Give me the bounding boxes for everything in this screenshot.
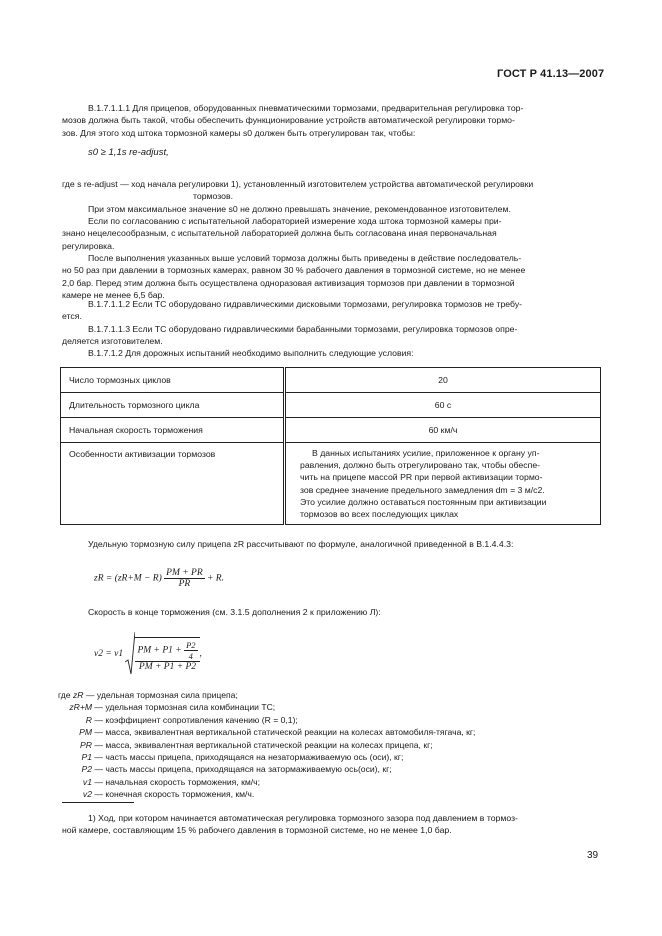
para-line: После выполнения указанных выше условий тормоза должны быть приведены в действие последователь- xyxy=(88,253,522,263)
legend-symbol: PM xyxy=(79,727,92,738)
test-conditions-table xyxy=(60,367,601,525)
table-cell-description xyxy=(285,443,601,525)
table-cell-name: Начальная скорость торможения xyxy=(61,418,285,443)
desc-line: В данных испытаниях усилие, приложенное к органу уп- xyxy=(312,448,540,458)
desc-line: равления, должно быть отрегулировано так, чтобы обеспе- xyxy=(300,460,541,471)
legend-row xyxy=(58,701,475,713)
desc-line: зов среднее значение предельного замедления dm = 3 м/с2. xyxy=(300,484,545,495)
formula-v2-tail: , xyxy=(199,649,202,659)
para-line: деляется изготовителем. xyxy=(62,336,163,347)
para-line: В.1.7.1.1.2 Если ТС оборудовано гидравлическими дисковыми тормозами, регулировка тормозов не требу- xyxy=(88,299,523,309)
para-b17112 xyxy=(62,298,607,323)
standard-header: ГОСТ Р 41.13—2007 xyxy=(497,68,605,80)
legend-text: — масса, эквивалентная вертикальной статической реакции на колесах автомобиля-тягача, кг; xyxy=(94,727,476,738)
formula-v2 xyxy=(94,632,202,676)
legend-row xyxy=(58,751,475,763)
table-row xyxy=(61,368,601,393)
legend-symbol: v2 xyxy=(82,789,92,800)
legend-text: — удельная тормозная сила комбинации ТС; xyxy=(94,702,276,713)
formula-zr-lhs: zR = (zR+M − R) xyxy=(94,573,162,584)
legend-row xyxy=(58,788,475,800)
formula-v2-numerator xyxy=(135,640,199,662)
legend-row xyxy=(58,739,475,751)
para-speed: Скорость в конце торможения (см. 3.1.5 дополнения 2 к приложению Л): xyxy=(88,607,381,617)
formula-v2-inner-fraction xyxy=(184,640,197,661)
para-line: зов. Для этого ход штока тормозной камеры s0 должен быть отрегулирован так, чтобы: xyxy=(62,127,416,138)
formula-v2-inner-num: P2 xyxy=(186,639,196,650)
para-zr: Удельную тормозную силу прицепа zR рассчитывают по формуле, аналогичной приведенной в В.1.4.4.3: xyxy=(88,539,514,549)
legend-text: — удельная тормозная сила прицепа; xyxy=(85,690,238,700)
legend-text: — конечная скорость торможения, км/ч. xyxy=(94,789,255,800)
legend-prefix: где xyxy=(58,690,73,700)
formula-zr-numerator: PM + PR xyxy=(166,568,203,578)
symbol-legend xyxy=(58,689,475,801)
para-line: ется. xyxy=(62,311,82,322)
legend-symbol: zR+M xyxy=(69,702,92,713)
para-line: 2,0 бар. Перед этим должна быть осуществлена одноразовая активизация тормозов при давлении в тормозной xyxy=(62,277,515,288)
table-cell-value: 60 км/ч xyxy=(285,418,601,443)
para-line: Если по согласованию с испытательной лабораторией измерение хода штока тормозной камеры при- xyxy=(88,216,502,226)
footnote-line: ной камере, составляющим 15 % рабочего давления в тормозной системе, но не менее 1,0 бар. xyxy=(62,825,452,836)
legend-symbol: zR xyxy=(72,690,84,700)
para-line: мозов должна быть такой, чтобы обеспечить функционирование устройств автоматической регулировки тормо- xyxy=(62,115,515,126)
para-b17111 xyxy=(62,102,602,139)
legend-text: — масса, эквивалентная вертикальной статической реакции на колесах прицепа, кг; xyxy=(94,739,433,750)
formula-zr xyxy=(94,568,224,589)
formula-zr-tail: + R. xyxy=(207,573,224,584)
desc-line: тормозов во всех последующих циклах xyxy=(300,509,459,520)
formula-zr-fraction xyxy=(164,568,204,589)
para-line: регулировка. xyxy=(62,240,115,251)
where-line: где s re-adjust — ход начала регулировки 1), установленный изготовителем устройства автоматической регулировки xyxy=(62,179,534,189)
para-b17113 xyxy=(62,323,607,348)
legend-row xyxy=(58,763,475,775)
legend-symbol: R xyxy=(85,714,92,725)
legend-row xyxy=(58,726,475,738)
table-row xyxy=(61,443,601,525)
para-after xyxy=(62,252,607,301)
formula-v2-inner-den: 4 xyxy=(188,650,193,661)
formula-v2-lhs: v2 = v1 xyxy=(94,649,124,659)
legend-row xyxy=(58,689,475,701)
legend-symbol: v1 xyxy=(82,776,92,787)
footnote-line: 1) Ход, при котором начинается автоматическая регулировка тормозного зазора под давлением в тормоз- xyxy=(88,813,518,823)
para-line: знано нецелесообразным, с испытательной лабораторией должна быть согласована иная первоначальная xyxy=(62,228,497,239)
sqrt-icon xyxy=(125,632,135,676)
desc-line: Это усилие должно оставаться постоянным при активизации xyxy=(300,496,547,507)
where-line: тормозов. xyxy=(193,191,233,202)
table-cell-name: Число тормозных циклов xyxy=(61,368,285,393)
para-line: В.1.7.1.1.3 Если ТС оборудовано гидравлическими барабанными тормозами, регулировка тормозов опре- xyxy=(88,324,518,334)
legend-symbol: P2 xyxy=(81,764,92,775)
formula-s0: s0 ≥ 1,1s re-adjust, xyxy=(88,147,169,158)
table-cell-name: Особенности активизации тормозов xyxy=(61,443,285,525)
footnote xyxy=(62,812,607,837)
page-number: 39 xyxy=(587,850,599,861)
table-row xyxy=(61,418,601,443)
legend-text: — часть массы прицепа, приходящаяся на незатормаживаемую ось (оси), кг; xyxy=(94,752,404,763)
legend-text: — часть массы прицепа, приходящаяся на затормаживаемую ось(оси), кг; xyxy=(94,764,392,775)
formula-v2-denominator: PM + P1 + P2 xyxy=(138,661,197,672)
table-cell-value: 60 с xyxy=(285,393,601,418)
para-line: В.1.7.1.1.1 Для прицепов, оборудованных пневматическими тормозами, предварительная регулировка тор- xyxy=(88,103,524,113)
para-line: но 50 раз при давлении в тормозных камерах, равном 30 % рабочего давления в тормозной системе, но не менее xyxy=(62,265,526,276)
para-max: При этом максимальное значение s0 не должно превышать значение, рекомендованное изготовителем. xyxy=(88,204,511,214)
legend-symbol: P1 xyxy=(81,752,92,763)
para-lab xyxy=(62,215,607,252)
legend-text: — коэффициент сопротивления качению (R = 0,1); xyxy=(94,714,298,725)
table-row xyxy=(61,393,601,418)
table-cell-value: 20 xyxy=(285,368,601,393)
table-cell-name: Длительность тормозного цикла xyxy=(61,393,285,418)
footnote-divider xyxy=(62,802,134,803)
para-b1712: В.1.7.1.2 Для дорожных испытаний необходимо выполнить следующие условия: xyxy=(88,348,414,358)
legend-row xyxy=(58,776,475,788)
legend-row xyxy=(58,714,475,726)
legend-symbol: PR xyxy=(80,739,92,750)
para-line: камере не менее 6,5 бар. xyxy=(62,289,165,300)
desc-line: чить на прицепе массой PR при первой активизации тормо- xyxy=(300,472,543,483)
formula-zr-denominator: PR xyxy=(178,579,191,589)
formula-v2-fraction xyxy=(135,637,199,672)
legend-text: — начальная скорость торможения, км/ч; xyxy=(94,776,261,787)
formula-v2-num-a: PM + P1 + xyxy=(137,645,182,656)
where-readjust xyxy=(62,178,607,203)
